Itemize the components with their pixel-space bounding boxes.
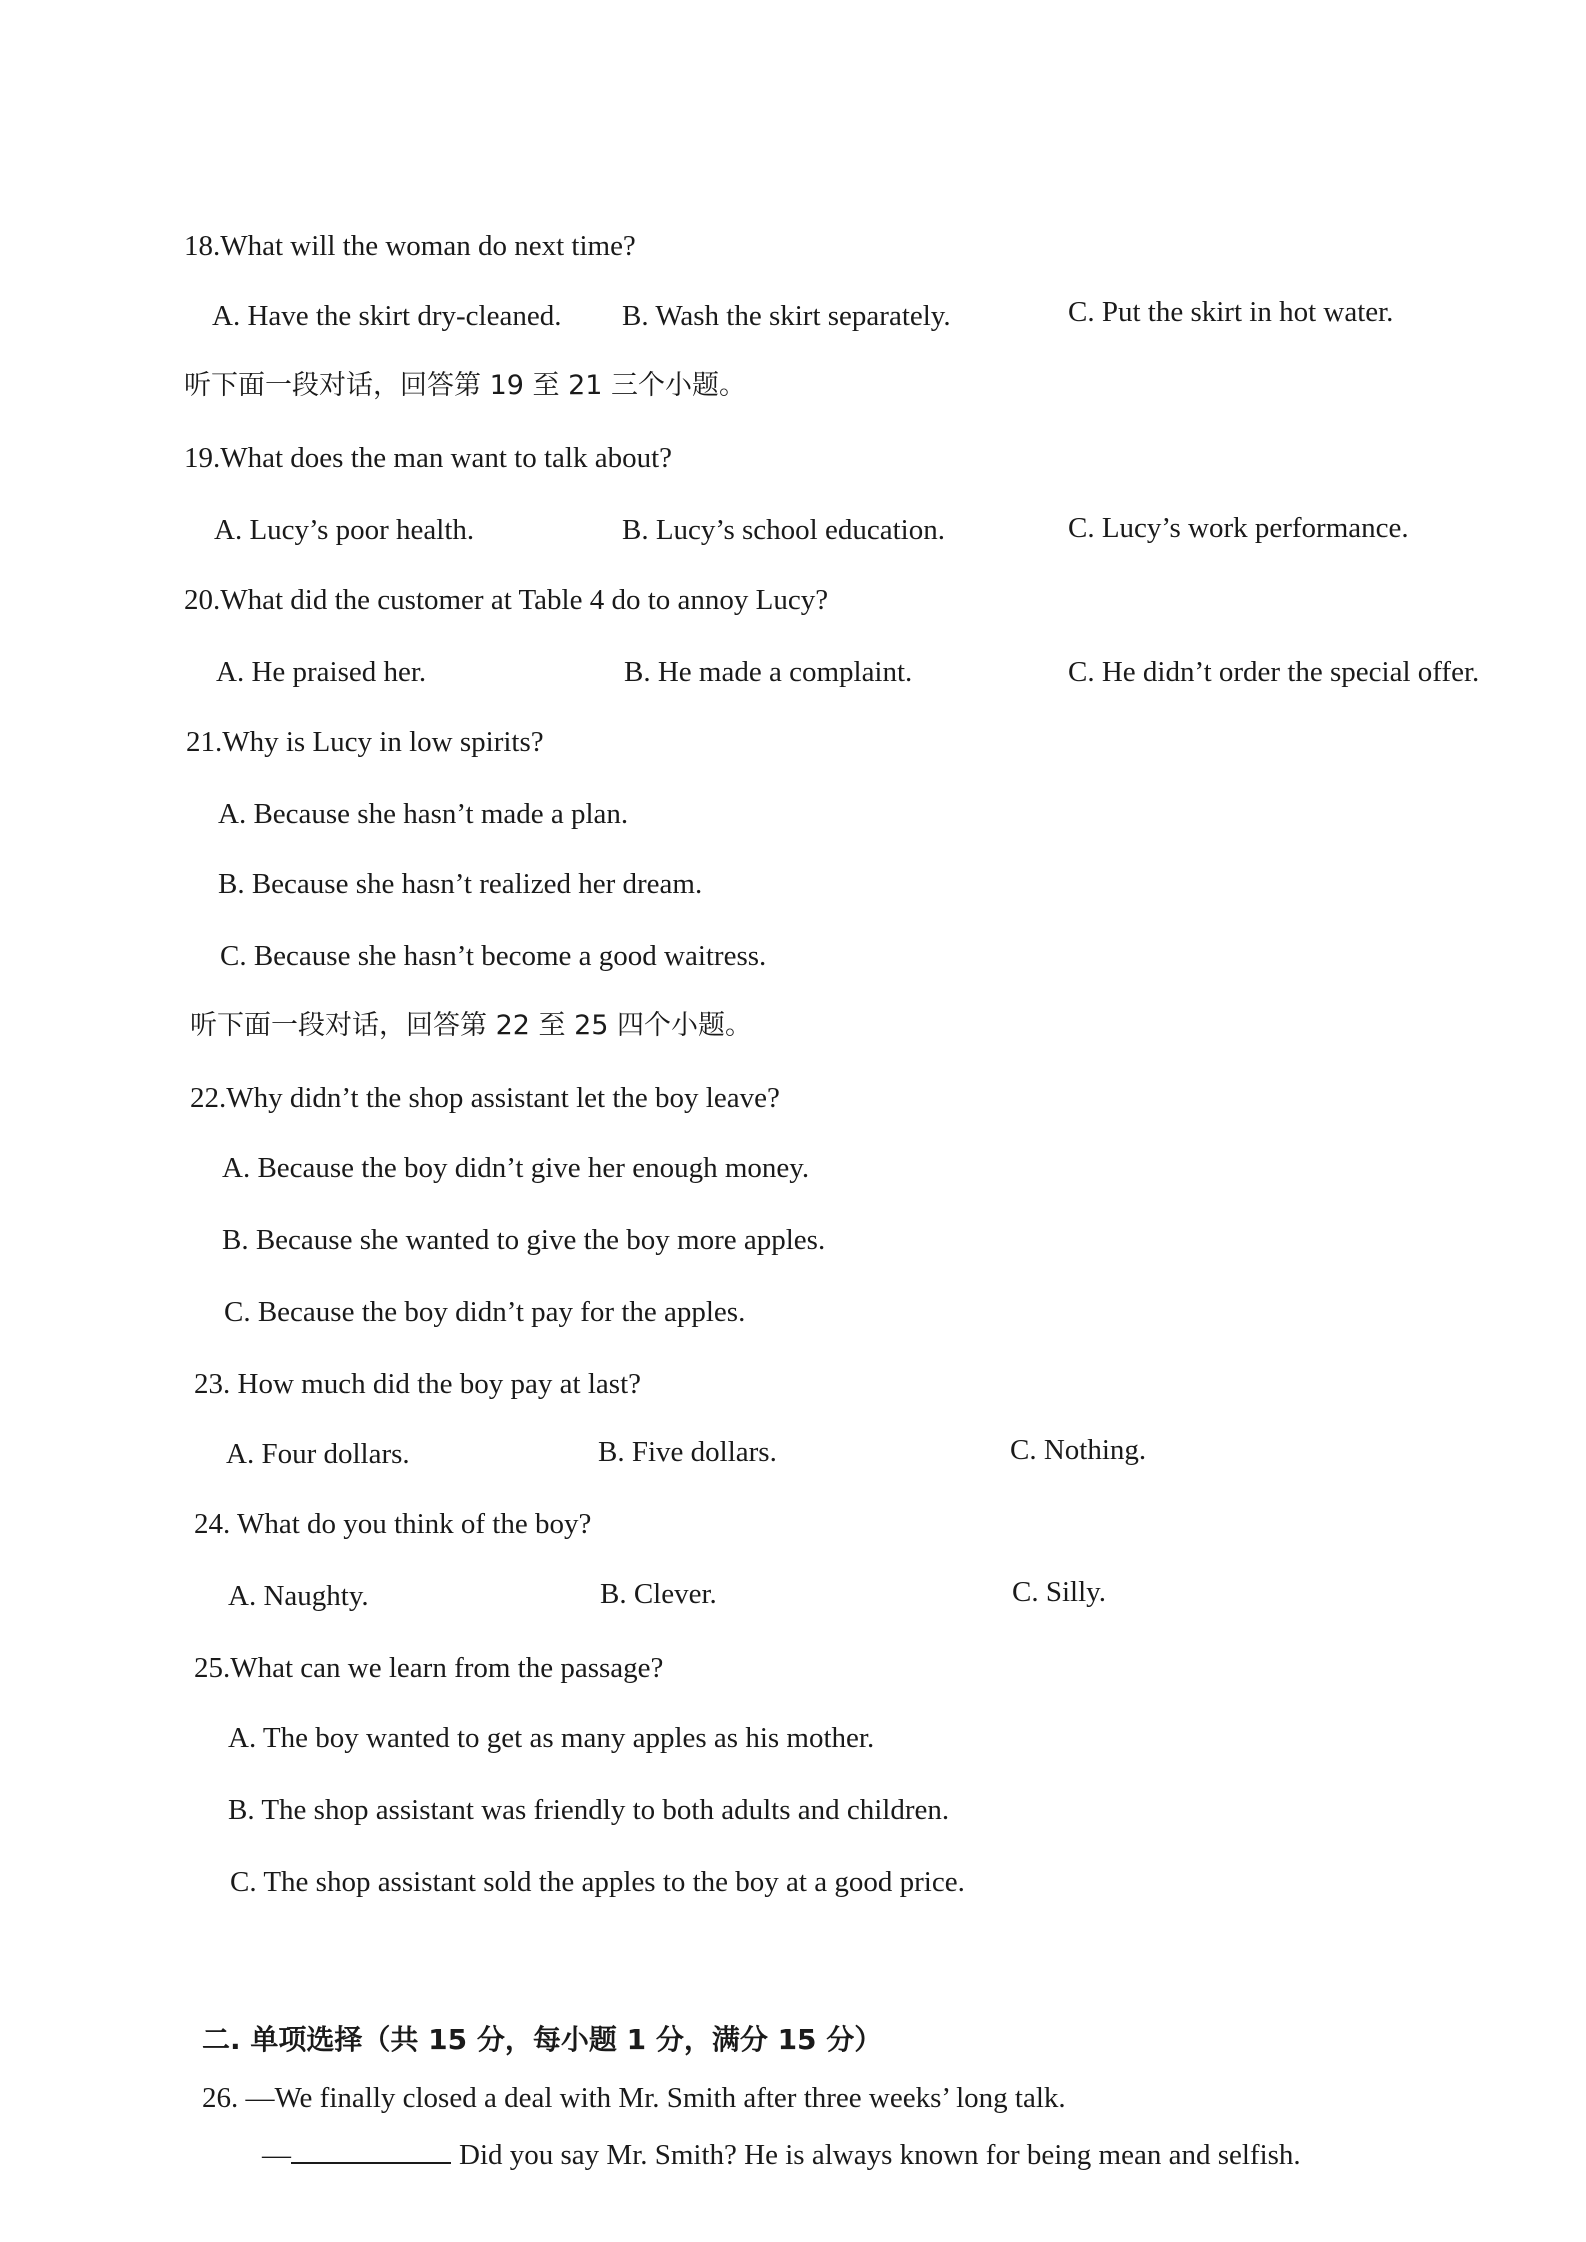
question-26: 26. —We finally closed a deal with Mr. Smith after three weeks’ long talk. [202, 2082, 1066, 2114]
option-25c: C. The shop assistant sold the apples to the boy at a good price. [230, 1866, 965, 1898]
option-20b: B. He made a complaint. [624, 656, 913, 688]
option-20a: A. He praised her. [216, 656, 427, 688]
option-18c: C. Put the skirt in hot water. [1068, 296, 1394, 328]
option-23b: B. Five dollars. [598, 1436, 777, 1468]
option-19c: C. Lucy’s work performance. [1068, 512, 1409, 544]
option-24b: B. Clever. [600, 1578, 717, 1610]
option-21a: A. Because she hasn’t made a plan. [218, 798, 629, 830]
question-18: 18.What will the woman do next time? [184, 230, 636, 262]
option-25a: A. The boy wanted to get as many apples as his mother. [228, 1722, 875, 1754]
option-24c: C. Silly. [1012, 1576, 1107, 1608]
question-21: 21.Why is Lucy in low spirits? [186, 726, 544, 758]
option-22a: A. Because the boy didn’t give her enough money. [222, 1152, 810, 1184]
question-19: 19.What does the man want to talk about? [184, 442, 673, 474]
instruction-22-25: 听下面一段对话，回答第 22 至 25 四个小题。 [190, 1010, 753, 1041]
option-25b: B. The shop assistant was friendly to both adults and children. [228, 1794, 950, 1826]
section-2-heading: 二. 单项选择（共 15 分，每小题 1 分，满分 15 分） [202, 2023, 883, 2056]
question-20: 20.What did the customer at Table 4 do to annoy Lucy? [184, 584, 829, 616]
option-22c: C. Because the boy didn’t pay for the apples. [224, 1296, 746, 1328]
option-22b: B. Because she wanted to give the boy more apples. [222, 1224, 826, 1256]
option-20c: C. He didn’t order the special offer. [1068, 656, 1480, 688]
question-22: 22.Why didn’t the shop assistant let the boy leave? [190, 1082, 780, 1114]
option-24a: A. Naughty. [228, 1580, 369, 1612]
option-18b: B. Wash the skirt separately. [622, 300, 951, 332]
question-23: 23. How much did the boy pay at last? [194, 1368, 641, 1400]
option-18a: A. Have the skirt dry-cleaned. [212, 300, 562, 332]
option-23a: A. Four dollars. [226, 1438, 410, 1470]
dash: — [262, 2139, 291, 2171]
response-text: Did you say Mr. Smith? He is always known for being mean and selfish. [459, 2139, 1301, 2171]
question-24: 24. What do you think of the boy? [194, 1508, 592, 1540]
option-23c: C. Nothing. [1010, 1434, 1147, 1466]
option-19a: A. Lucy’s poor health. [214, 514, 475, 546]
question-26-response [262, 2136, 1301, 2173]
instruction-19-21: 听下面一段对话，回答第 19 至 21 三个小题。 [184, 370, 747, 401]
option-19b: B. Lucy’s school education. [622, 514, 945, 546]
option-21b: B. Because she hasn’t realized her dream. [218, 868, 703, 900]
question-25: 25.What can we learn from the passage? [194, 1652, 664, 1684]
option-21c: C. Because she hasn’t become a good waitress. [220, 940, 767, 972]
answer-blank[interactable] [291, 2136, 451, 2164]
